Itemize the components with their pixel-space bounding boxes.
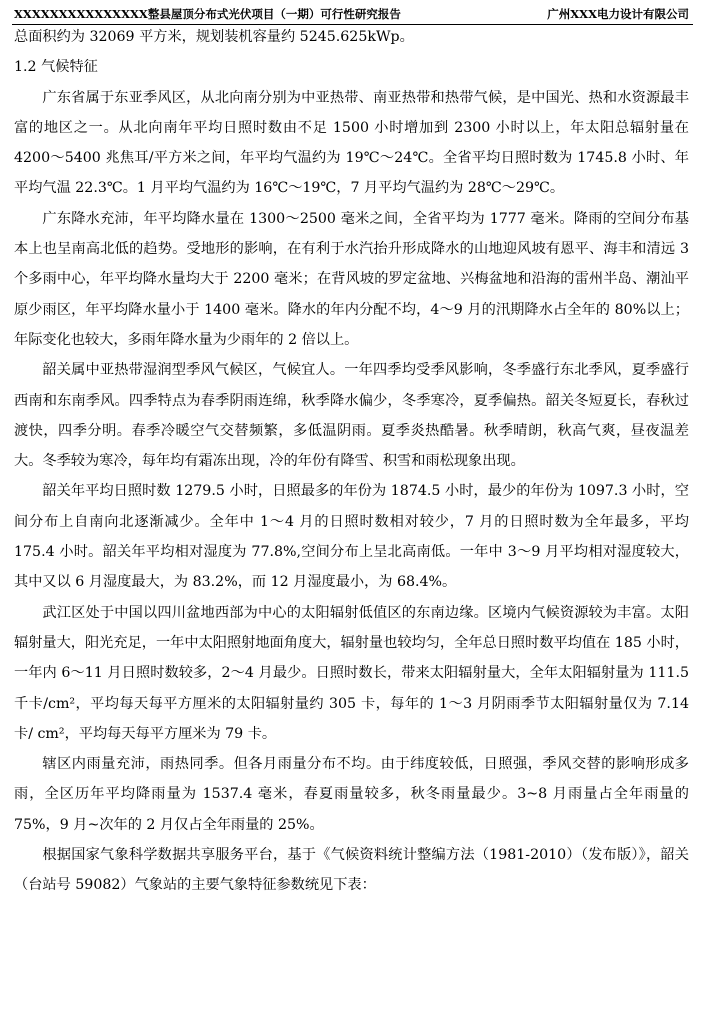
paragraph-guangdong-rainfall: 广东降水充沛，年平均降水量在 1300～2500 毫米之间，全省平均为 1777 毫米。降雨的空间分布基本上也呈南高北低的趋势。受地形的影响，在有利于水汽抬升形成降水的山地迎风坡有恩平、海丰和清远 3 个多雨中心，年平均降水量均大于 2200 毫米；在背风坡的罗定盆地、兴梅盆地和沿海的雷州半岛、潮汕平原少雨区，年平均降水量小于 1400 毫米。降水的年内分配不均，4～9 月的汛期降水占全年的 80%以上；年际变化也较大，多雨年降水量为少雨年的 2 倍以上。: [14, 210, 689, 348]
document-body: [14, 22, 689, 901]
paragraph-shaoguan-sunshine: 韶关年平均日照时数 1279.5 小时，日照最多的年份为 1874.5 小时，最少的年份为 1097.3 小时，空间分布上自南向北逐渐减少。全年中 1～4 月的日照时数相对较少，7 月的日照时数为全年最多，平均 175.4 小时。韶关年平均相对湿度为 77.8%,空间分布上呈北高南低。一年中 3～9 月平均相对湿度较大，其中又以 6 月湿度最大，为 83.2%，而 12 月湿度最小，为 68.4%。: [14, 483, 689, 591]
section-title: 1.2 气候特征: [14, 59, 98, 76]
paragraph-guangdong-climate: 广东省属于东亚季风区，从北向南分别为中亚热带、南亚热带和热带气候，是中国光、热和水资源最丰富的地区之一。从北向南年平均日照时数由不足 1500 小时增加到 2300 小时以上，年太阳总辐射量在 4200～5400 兆焦耳/平方米之间，年平均气温约为 19℃～24℃。全省平均日照时数为 1745.8 小时、年平均气温 22.3℃。1 月平均气温约为 16℃～19℃，7 月平均气温约为 28℃～29℃。: [14, 89, 689, 197]
paragraph-wujiang-rainfall: 辖区内雨量充沛，雨热同季。但各月雨量分布不均。由于纬度较低，日照强，季风交替的影响形成多雨，全区历年平均降雨量为 1537.4 毫米，春夏雨量较多，秋冬雨量最少。3~8 月雨量占全年雨量的 75%，9 月~次年的 2 月仅占全年雨量的 25%。: [14, 756, 689, 833]
paragraph-shaoguan-climate: 韶关属中亚热带湿润型季风气候区，气候宜人。一年四季均受季风影响，冬季盛行东北季风，夏季盛行西南和东南季风。四季特点为春季阴雨连绵，秋季降水偏少，冬季寒冷，夏季偏热。韶关冬短夏长，春秋过渡快，四季分明。春季冷暖空气交替频繁，多低温阴雨。夏季炎热酷暑。秋季晴朗，秋高气爽，昼夜温差大。冬季较为寒冷，每年均有霜冻出现，冷的年份有降雪、积雪和雨松现象出现。: [14, 362, 689, 470]
company-name: 广州XXX电力设计有限公司: [547, 7, 689, 21]
paragraph-data-source: 根据国家气象科学数据共享服务平台，基于《气候资料统计整编方法（1981-2010）（发布版）》，韶关（台站号 59082）气象站的主要气象特征参数统见下表：: [14, 847, 689, 894]
paragraph-wujiang-radiation: 武江区处于中国以四川盆地西部为中心的太阳辐射低值区的东南边缘。区境内气候资源较为丰富。太阳辐射量大，阳光充足，一年中太阳照射地面角度大，辐射量也较均匀，全年总日照时数平均值在 185 小时，一年内 6～11 月日照时数较多，2～4 月最少。日照时数长，带来太阳辐射量大，全年太阳辐射量为 111.5 千卡/cm²，平均每天每平方厘米的太阳辐射量约 305 卡，每年的 1～3 月阴雨季节太阳辐射量仅为 7.14 卡/ cm²，平均每天每平方厘米为 79 卡。: [14, 604, 689, 742]
report-title: XXXXXXXXXXXXXXX整县屋顶分布式光伏项目（一期）可行性研究报告: [14, 7, 401, 21]
intro-line: 总面积约为 32069 平方米，规划装机容量约 5245.625kWp。: [14, 29, 414, 45]
